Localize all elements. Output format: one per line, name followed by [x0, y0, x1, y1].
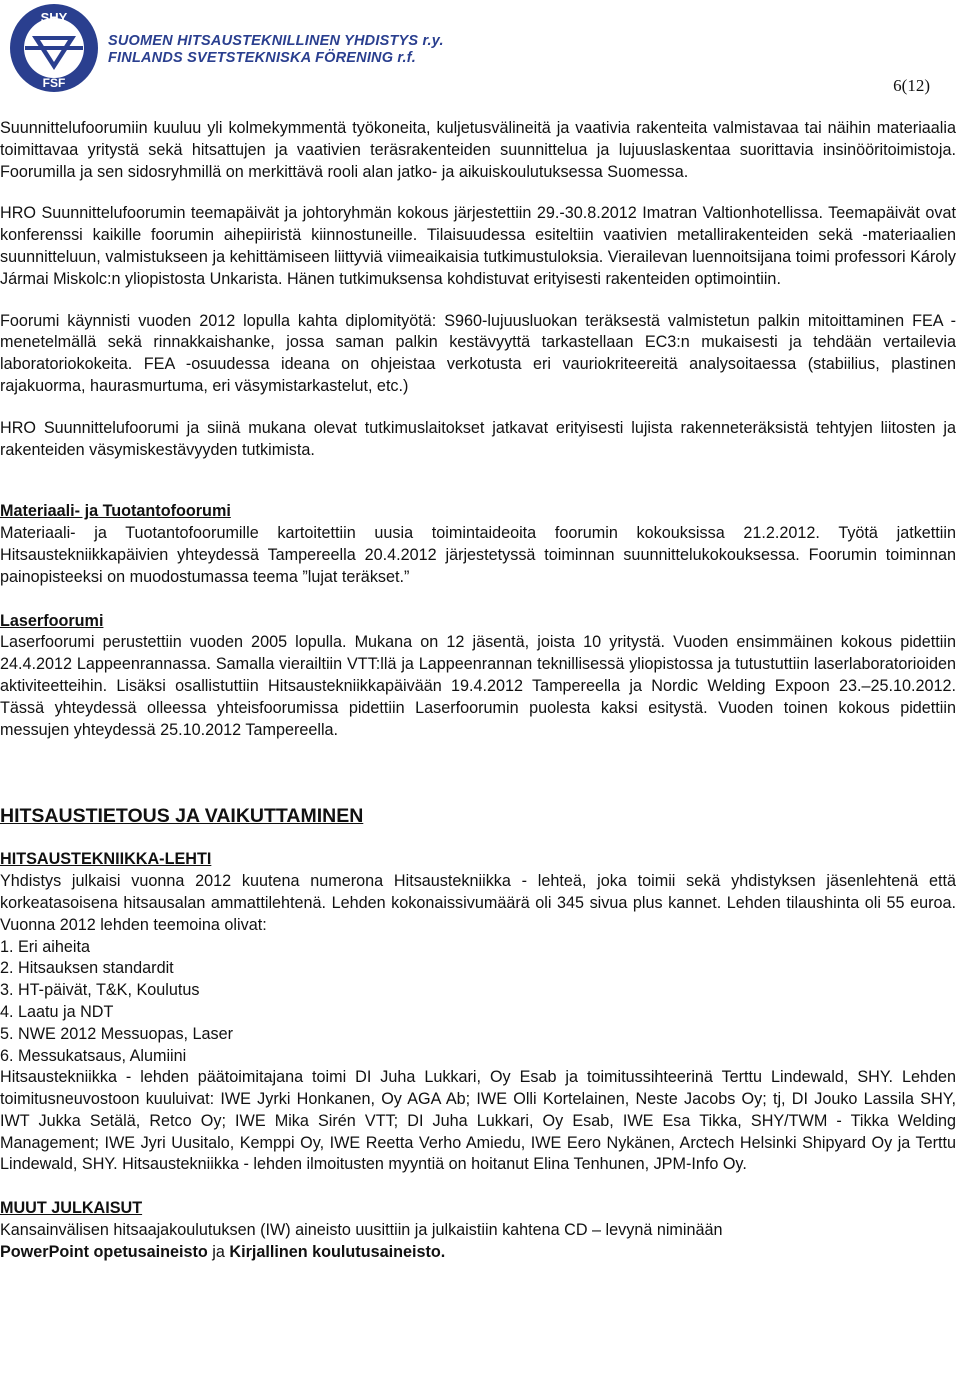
list-item: 1. Eri aiheita [0, 937, 90, 956]
list-item: 6. Messukatsaus, Alumiini [0, 1046, 187, 1065]
document-body [0, 118, 956, 1264]
org-name-swedish: FINLANDS SVETSTEKNISKA FÖRENING r.f. [108, 50, 416, 66]
other-publications-line: Kansainvälisen hitsaajakoulutuksen (IW) aineisto uusittiin ja julkaistiin kahtena CD – levynä niminään [0, 1221, 723, 1240]
org-name-finnish: SUOMEN HITSAUSTEKNILLINEN YHDISTYS r.y. [108, 33, 444, 49]
page-header [0, 0, 960, 95]
other-publications-heading: MUUT JULKAISUT [0, 1199, 143, 1218]
paragraph-forum-members: Suunnittelufoorumiin kuuluu yli kolmekymmentä työkoneita, kuljetusvälineitä ja vaativia rakenteita valmistavaa tai näihin materiaalia toimittavaa yritystä sekä hitsattujen ja vaativien teräsrakenteiden suunnittelua ja lujuuslaskentaa suorittavia insinööritoimistoja. Foorumilla ja sen sidosryhmillä on merkittävä rooli alan jatko- ja aikuiskoulutuksessa Suomessa. [0, 119, 956, 181]
shy-fsf-logo [4, 2, 104, 94]
powerpoint-material-title: PowerPoint opetusaineisto [0, 1242, 208, 1261]
laser-forum-heading: Laserfoorumi [0, 611, 104, 630]
page-number: 6(12) [893, 76, 930, 95]
laser-forum-text: Laserfoorumi perustettiin vuoden 2005 lopulla. Mukana on 12 jäsentä, joista 10 yritystä. Vuoden ensimmäinen kokous pidettiin 24.4.2012 Lappeenrannassa. Samalla vierailtiin VTT:llä ja Lappeenrannan teknillisessä yliopistossa ja tutustuttiin laserlaboratorioiden aktiviteetteihin. Lisäksi osallistuttiin Hitsaustekniikkapäivään 19.4.2012 Tampereella ja Nordic Welding Expoon 23.–25.10.2012. Tässä yhteydessä olleessa yhteisfoorumissa pidettiin Laserfoorumin puolesta kaksi esitystä. Vuoden toinen kokous pidettiin messujen yhteydessä 25.10.2012 Tampereella. [0, 633, 956, 739]
other-publications-text [0, 1220, 956, 1264]
list-item: 4. Laatu ja NDT [0, 1002, 114, 1021]
paragraph-theme-days: HRO Suunnittelufoorumin teemapäivät ja johtoryhmän kokous järjestettiin 29.-30.8.2012 Imatran Valtionhotellissa. Teemapäivät ovat konferenssi kaikille foorumin aihepiiristä kiinnostuneille. Tilaisuudessa esiteltiin vaativien metallirakenteiden sekä -materiaalien suunnitteluun, valmistukseen ja kehittämiseen liittyviä viimeaikaisia tutkimustuloksia. Vierailevan luennoitsijana toimi professori Károly Jármai Miskolc:n yliopistosta Unkarista. Hänen tutkimuksensa kohdistuvat erityisesti rakenteiden optimointiin. [0, 204, 956, 288]
list-item: 2. Hitsauksen standardit [0, 959, 174, 978]
magazine-editorial-text: Hitsaustekniikka - lehden päätoimitajana toimi DI Juha Lukkari, Oy Esab ja toimitussihteerinä Terttu Lindewald, SHY. Lehden toimitusneuvostoon kuuluivat: IWE Jyrki Honkanen, Oy AGA Ab; IWE Olli Kortelainen, Neste Jacobs Oy; tj, DI Jouko Lassila SHY, IWT Jukka Setälä, Retco Oy; IWE Mika Sirén VTT; DI Juha Lukkari, Oy Esab, IWE Esa Tikka, SHY/TWM - Tikka Welding Management; IWE Jyri Uusitalo, Kemppi Oy, IWE Reetta Verho Amiedu, IWE Eero Nykänen, Arctech Helsinki Shipyard Oy ja Terttu Lindewald, SHY. Hitsaustekniikka - lehden ilmoitusten myyntiä on hoitanut Elina Tenhunen, JPM-Info Oy. [0, 1068, 956, 1174]
materials-forum-heading: Materiaali- ja Tuotantofoorumi [0, 502, 231, 521]
paragraph-thesis-projects: Foorumi käynnisti vuoden 2012 lopulla kahta diplomityötä: S960-lujuusluokan teräksestä valmistetun palkin mitoittaminen FEA -menetelmällä sekä rinnakkaishanke, jossa saman palkin kestävyyttä tarkastellaan EC3:n mukaisesti ja tehdään vertailevia laboratoriokokeita. FEA -osuudessa ideana on ohjeistaa verkotusta eri vauriokriteereitä analysoitaessa (stabiilius, plastinen rajakuorma, haurasmurtuma, eri väsymistarkastelut, etc.) [0, 311, 956, 395]
written-material-title: Kirjallinen koulutusaineisto. [229, 1242, 446, 1261]
materials-forum-text: Materiaali- ja Tuotantofoorumille kartoitettiin uusia toimintaideoita foorumin kokouksissa 21.2.2012. Työtä jatkettiin Hitsaustekniikkapäivien yhteydessä Tampereella 20.4.2012 järjestetyssä toiminnan suunnittelukokouksessa. Foorumin toiminnan painopisteeksi on muodostumassa teema ”lujat teräkset.” [0, 524, 956, 586]
list-item: 3. HT-päivät, T&K, Koulutus [0, 981, 200, 1000]
paragraph-research-institutes: HRO Suunnittelufoorumi ja siinä mukana olevat tutkimuslaitokset jatkavat erityisesti lujista rakenneteräksistä tehtyjen liitosten ja rakenteiden väsymiskestävyyden tutkimista. [0, 418, 956, 459]
organization-name [108, 33, 444, 67]
magazine-topics-list [0, 937, 956, 1068]
list-item: 5. NWE 2012 Messuopas, Laser [0, 1024, 234, 1043]
logo-bottom-text: FSF [42, 76, 66, 90]
conjunction-text: ja [207, 1242, 230, 1261]
logo-top-text: SHY [40, 10, 68, 25]
magazine-heading: HITSAUSTEKNIIKKA-LEHTI [0, 850, 212, 869]
magazine-intro: Yhdistys julkaisi vuonna 2012 kuutena numerona Hitsaustekniikka - lehteä, joka toimii sekä yhdistyksen jäsenlehtenä että korkeatasoisena hitsausalan ammattilehtenä. Lehden kokonaissivumäärä oli 345 sivua plus kannet. Lehden tilaushinta oli 55 euroa. Vuonna 2012 lehden teemoina olivat: [0, 872, 956, 934]
section-heading: HITSAUSTIETOUS JA VAIKUTTAMINEN [0, 805, 364, 828]
